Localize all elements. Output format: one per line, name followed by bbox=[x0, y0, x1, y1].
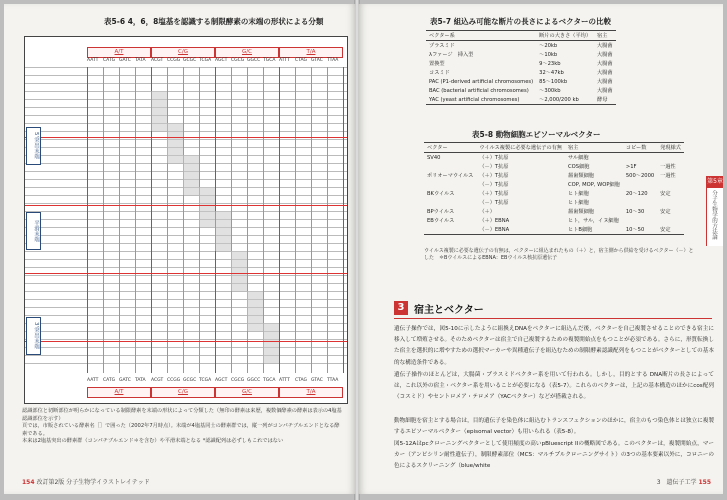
side-tag-5prime: 5'突出末端 bbox=[26, 127, 41, 165]
table-cell: コスミド bbox=[429, 70, 450, 76]
table-cell: 酵母 bbox=[594, 95, 616, 105]
table-header-cell: ベクター系 bbox=[426, 31, 536, 41]
table-cell bbox=[623, 153, 657, 163]
shaded-cell bbox=[151, 91, 167, 131]
paragraph-3: 動物細胞を宿主とする場合は，目的遺伝子を染色体に組込むトランスフェクションのほかに，宿主のもつ染色体とは独立に複製するエピソーマルベクター（episomal vector）も用いられる（表5-8）。 bbox=[394, 418, 714, 436]
table-cell: （－）T抗原 bbox=[479, 200, 509, 206]
grid-section-divider bbox=[25, 341, 347, 342]
top-sequence-5: CCGG bbox=[167, 58, 181, 63]
table-header-cell: 発現様式 bbox=[657, 143, 684, 153]
table-cell: 一過性 bbox=[660, 164, 676, 170]
table-cell: ～10kb bbox=[539, 52, 558, 58]
grid-column-line bbox=[103, 67, 104, 373]
table-cell: 9～23kb bbox=[539, 61, 561, 67]
top-sequence-14: GTAC bbox=[311, 58, 323, 63]
bottom-sequence-4: ACGT bbox=[151, 378, 164, 383]
table-cell bbox=[657, 180, 684, 189]
group-label-top-1: A/T bbox=[87, 47, 151, 58]
bottom-sequence-5: CCGG bbox=[167, 378, 181, 383]
table-cell: BKウイルス bbox=[427, 191, 455, 197]
table-cell: 大腸菌 bbox=[597, 79, 613, 85]
table-row bbox=[426, 77, 616, 86]
table-row bbox=[426, 95, 616, 105]
table-cell: 500～2000 bbox=[625, 173, 655, 179]
table-cell bbox=[657, 198, 684, 207]
table-5-8 bbox=[424, 142, 684, 235]
table-header-cell: コピー数 bbox=[623, 143, 657, 153]
table-cell: 齧歯類細胞 bbox=[568, 173, 594, 179]
bottom-sequence-2: GATC bbox=[119, 378, 131, 383]
group-label-bottom-4: T/A bbox=[279, 387, 343, 398]
table-cell: EBウイルス bbox=[427, 218, 455, 224]
table-header-cell: ベクター bbox=[424, 143, 476, 153]
shaded-cell bbox=[183, 155, 199, 195]
table-cell: 安定 bbox=[657, 225, 684, 235]
top-sequence-3: TATA bbox=[135, 58, 146, 63]
table-cell: （＋）T抗原 bbox=[479, 155, 509, 161]
table-cell: （－）EBNA bbox=[476, 225, 565, 235]
group-label-bottom-3: G/C bbox=[215, 387, 279, 398]
table-row bbox=[424, 162, 684, 171]
grid-column-line bbox=[119, 67, 120, 373]
table-cell: 大腸菌 bbox=[597, 70, 613, 76]
group-label-bottom-1: A/T bbox=[87, 387, 151, 398]
table-cell: 20～120 bbox=[625, 191, 648, 197]
table-cell: ポリオーマウイルス bbox=[427, 173, 474, 179]
table-cell: 大腸菌 bbox=[597, 88, 613, 94]
table-5-7-caption: 表5-7 組込み可能な断片の長さによるベクターの比較 bbox=[430, 17, 612, 26]
table-cell: （＋）T抗原 bbox=[479, 173, 509, 179]
side-tag-blunt: 平滑末端 bbox=[26, 212, 41, 250]
grid-column-line bbox=[183, 67, 184, 373]
bottom-sequence-6: GCGC bbox=[183, 378, 197, 383]
table-cell: 置換型 bbox=[429, 61, 445, 67]
table-cell bbox=[424, 225, 476, 235]
top-sequence-0: AATT bbox=[87, 58, 99, 63]
left-page bbox=[4, 4, 356, 494]
grid-column-line bbox=[167, 67, 168, 373]
right-footer-title: 3 遺伝子工学 bbox=[656, 479, 697, 486]
table-cell bbox=[623, 216, 657, 225]
table-cell: ヒト，サル，イヌ細胞 bbox=[568, 218, 619, 224]
grid-column-line bbox=[87, 67, 88, 373]
table-cell: 32～47kb bbox=[539, 70, 564, 76]
table-cell: PAC (P1-derived artificial chromosomes) bbox=[429, 78, 534, 85]
grid-row bbox=[25, 363, 347, 372]
top-sequence-6: GCGC bbox=[183, 58, 197, 63]
shaded-cell bbox=[247, 291, 263, 331]
table-cell: 10～30 bbox=[625, 209, 645, 215]
bottom-sequence-7: TCGA bbox=[199, 378, 212, 383]
top-sequence-2: GATC bbox=[119, 58, 131, 63]
table-cell: λファージ 挿入型 bbox=[429, 52, 474, 58]
table-cell: SV40 bbox=[427, 154, 441, 161]
grid-column-line bbox=[231, 67, 232, 373]
table-cell bbox=[424, 162, 476, 171]
bottom-sequence-0: AATT bbox=[87, 378, 99, 383]
chapter-tab-label: 第5章 bbox=[707, 176, 723, 188]
group-label-bottom-2: C/G bbox=[151, 387, 215, 398]
table-cell bbox=[424, 180, 476, 189]
top-sequence-15: TTAA bbox=[327, 58, 339, 63]
table-5-8-caption: 表5-8 動物細胞エピソーマルベクター bbox=[472, 130, 601, 139]
bottom-sequence-1: CATG bbox=[103, 378, 116, 383]
right-page bbox=[358, 4, 723, 494]
table-cell: YAC (yeast artificial chromosomes) bbox=[426, 95, 536, 105]
shaded-cell bbox=[167, 123, 183, 163]
grid-column-line bbox=[135, 67, 136, 373]
grid-column-line bbox=[295, 67, 296, 373]
table-row bbox=[424, 207, 684, 216]
top-sequence-7: TCGA bbox=[199, 58, 212, 63]
table-header-cell: 宿主 bbox=[565, 143, 623, 153]
table-cell: 齧歯類細胞 bbox=[568, 209, 594, 215]
bottom-sequence-11: TGCA bbox=[263, 378, 276, 383]
chapter-tab bbox=[706, 176, 723, 246]
table-cell: >1F bbox=[625, 163, 637, 170]
top-sequence-11: TGCA bbox=[263, 58, 276, 63]
table-row bbox=[426, 41, 616, 51]
grid-column-line bbox=[343, 67, 344, 373]
table-cell: COP, MOP, WOP細胞 bbox=[568, 182, 620, 188]
shaded-cell bbox=[263, 323, 279, 363]
table-cell: 安定 bbox=[660, 209, 671, 215]
table-5-8-note: ウイルス複製に必要な遺伝子の有無は，ベクターに組込まれたもの（＋）と，宿主側から供給を受けるベクター（－）とした ＊BウイルスによるEBNA：EBウイルス核抗原遺伝子 bbox=[424, 248, 694, 261]
shaded-cell bbox=[199, 187, 215, 227]
bottom-sequence-3: TATA bbox=[135, 378, 146, 383]
grid-section-divider bbox=[25, 205, 347, 206]
shaded-cell bbox=[215, 211, 231, 251]
grid-column-line bbox=[327, 67, 328, 373]
top-sequence-10: GGCC bbox=[247, 58, 261, 63]
side-tag-3prime: 3'突出末端 bbox=[26, 317, 41, 355]
table-row bbox=[424, 153, 684, 163]
table-row bbox=[424, 225, 684, 235]
top-sequence-9: CGCG bbox=[231, 58, 245, 63]
left-footer bbox=[22, 477, 150, 486]
table-note-3: 本来は2塩基突出の酵素群（コンパチブルエンド＊を含む）や平滑末端となる *認識配列は必ずしもこれではない bbox=[22, 438, 284, 444]
grid-section-divider bbox=[25, 273, 347, 274]
table-header-cell: ウイルス複製に必要な遺伝子の有無 bbox=[476, 143, 565, 153]
grid-column-line bbox=[279, 67, 280, 373]
group-label-top-3: G/C bbox=[215, 47, 279, 58]
paragraph-2: 遺伝子操作のほとんどは，大腸菌・プラスミドベクター系を用いて行われる。しかし，目的とする DNA断片の長さによっては，これ以外の宿主・ベクター系を用いることが必要になる（表5-7）。これらのベクターは，上記の基本構造のほかにcos配列（コスミド）やセントロメア・テロメア（YACベクター）などが搭載される。 bbox=[394, 372, 714, 401]
top-sequence-4: ACGT bbox=[151, 58, 164, 63]
table-row bbox=[424, 198, 684, 207]
caption-number: 表5-6 bbox=[104, 17, 126, 26]
top-sequence-8: AGCT bbox=[215, 58, 228, 63]
table-cell bbox=[657, 216, 684, 225]
top-sequence-12: ATTT bbox=[279, 58, 290, 63]
chapter-tab-title: 分子生物学的方法論 bbox=[711, 190, 717, 240]
table-5-6-caption bbox=[104, 16, 323, 27]
table-note-2: 頁では，市販されている酵素名［］で囲った（2002年7月時点）。末端が4塩基同士の酵素群では，縦一列がコンパチブルエンドとなる酵素である。 bbox=[22, 423, 340, 437]
table-cell: ～20kb bbox=[539, 43, 558, 49]
top-sequence-1: CATG bbox=[103, 58, 116, 63]
restriction-enzyme-grid bbox=[24, 36, 348, 404]
right-page-number: 155 bbox=[698, 479, 711, 486]
bottom-sequence-12: ATTT bbox=[279, 378, 290, 383]
table-cell bbox=[623, 198, 657, 207]
table-cell: 安定 bbox=[660, 191, 671, 197]
group-label-top-4: T/A bbox=[279, 47, 343, 58]
paragraph-1: 遺伝子操作では，図5-10に示したように組換えDNAをベクターに組込んだ後，ベクターを自己複製させることのできる宿主に移入して増殖させる。そのためベクターは宿主で自己複製するための複製開始点をもつことが必須である。さらに，形質転換した宿主を選択的に増やすための選択マーカーや異種遺伝子を組込むための制限酵素認識配列をもつことがベクターとしての基本的な構造条件である。 bbox=[394, 326, 714, 366]
bottom-sequence-9: CGCG bbox=[231, 378, 245, 383]
bottom-sequence-13: CTAG bbox=[295, 378, 308, 383]
table-header-cell: 断片の大きさ（平均） bbox=[536, 31, 594, 41]
grid-column-line bbox=[311, 67, 312, 373]
table-cell bbox=[657, 153, 684, 163]
table-row bbox=[426, 68, 616, 77]
table-row bbox=[424, 171, 684, 180]
table-row bbox=[424, 189, 684, 198]
table-cell: プラスミド bbox=[429, 43, 455, 49]
table-cell: 大腸菌 bbox=[597, 52, 613, 58]
table-cell: （－）T抗原 bbox=[479, 182, 509, 188]
table-5-7 bbox=[426, 30, 616, 105]
caption-text: 4，6，8塩基を認識する制限酵素の末端の形状による分類 bbox=[127, 17, 324, 26]
bottom-sequence-8: AGCT bbox=[215, 378, 228, 383]
table-note-1: 認識部位と切断部位が明らかになっている制限酵素を末端の形状によって分類した（無印の酵素は来歴，複数個酵素の酵素は表示の4塩基認識部位を示す） bbox=[22, 408, 342, 422]
bottom-sequence-10: GGCC bbox=[247, 378, 261, 383]
table-row bbox=[426, 59, 616, 68]
table-cell: （＋）EBNA bbox=[479, 218, 510, 224]
table-header-cell: 宿主 bbox=[594, 31, 616, 41]
section-heading bbox=[394, 300, 712, 319]
right-footer bbox=[657, 477, 711, 486]
section-number: 3 bbox=[394, 301, 408, 315]
left-footer-title: 改訂第2版 分子生物学イラストレイテッド bbox=[36, 479, 150, 486]
table-cell: （－）T抗原 bbox=[479, 164, 509, 170]
table-cell: サル細胞 bbox=[568, 155, 589, 161]
table-row bbox=[426, 50, 616, 59]
table-cell: 一過性 bbox=[660, 173, 676, 179]
table-cell: ヒトB細胞 bbox=[565, 225, 623, 235]
bottom-sequence-14: GTAC bbox=[311, 378, 323, 383]
table-cell: 大腸菌 bbox=[597, 61, 613, 67]
top-sequence-13: CTAG bbox=[295, 58, 308, 63]
table-row bbox=[424, 216, 684, 225]
table-row bbox=[424, 180, 684, 189]
table-cell: ～2,000/200 kb bbox=[536, 95, 594, 105]
table-cell: （＋） bbox=[479, 209, 495, 215]
table-cell: BPウイルス bbox=[427, 209, 455, 215]
group-label-top-2: C/G bbox=[151, 47, 215, 58]
grid-section-divider bbox=[25, 137, 347, 138]
table-cell: ヒト細胞 bbox=[568, 191, 589, 197]
table-cell: ～300kb bbox=[539, 88, 561, 94]
shaded-cell bbox=[231, 251, 247, 291]
paragraph-4: 図5-12Aはpcクローニングベクターとして使用頻度の高いpBluescript IIの概略図である。このベクターは，複製開始点，マーカー（アンピシリン耐性遺伝子），制限酵素部位（MCS：マルチプルクローニングサイト）の3つの基本要素以外に，コロニーの色によるスクリーニング（blue/white bbox=[394, 441, 714, 470]
table-cell: （＋）T抗原 bbox=[479, 191, 509, 197]
section-title: 宿主とベクター bbox=[414, 305, 484, 316]
bottom-sequence-15: TTAA bbox=[327, 378, 339, 383]
table-cell: 85～100kb bbox=[539, 79, 568, 85]
table-row bbox=[426, 86, 616, 95]
table-cell bbox=[424, 198, 476, 207]
table-cell bbox=[623, 180, 657, 189]
table-cell: COS細胞 bbox=[568, 164, 590, 170]
left-page-number: 154 bbox=[22, 479, 35, 486]
table-cell: 大腸菌 bbox=[597, 43, 613, 49]
table-cell: 10～50 bbox=[623, 225, 657, 235]
table-cell: ヒト細胞 bbox=[568, 200, 589, 206]
table-cell: BAC (bacterial artificial chromosomes) bbox=[429, 87, 529, 94]
